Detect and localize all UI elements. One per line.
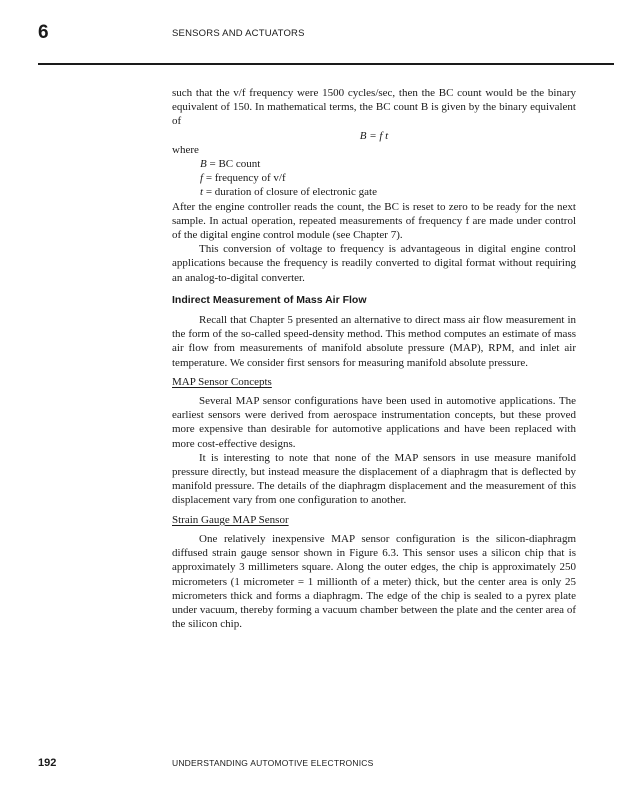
variable-definition (200, 171, 576, 185)
equation: B = f t (359, 129, 389, 142)
header-rule (38, 63, 614, 65)
where-label: where (172, 143, 199, 156)
paragraph-strain-gauge: One relatively inexpensive MAP sensor configuration is the silicon-diaphragm diffused strain gauge sensor shown in Figure 6.3. This sensor uses a silicon chip that is approximately 3 millimeters square. Along the outer edges, the chip is approximately 250 micrometers (1 micrometer = 1 millionth of a meter) thick, but the center area is only 25 micrometers thick and forms a diaphragm. The edge of the chip is sealed to a pyrex plate under vacuum, thereby forming a vacuum chamber between the plate and the center area of the silicon chip. (172, 532, 576, 631)
variable-symbol: f (200, 172, 204, 185)
variable-meaning: = BC count (206, 158, 261, 171)
paragraph-intro: such that the v/f frequency were 1500 cycles/sec, then the BC count would be the binary equivalent of 150. In mathematical terms, the BC count B is given by the binary equivalent of (172, 87, 576, 128)
variable-symbol: B (200, 158, 207, 171)
running-footer-title: UNDERSTANDING AUTOMOTIVE ELECTRONICS (172, 758, 374, 768)
subsection-heading-strain-gauge: Strain Gauge MAP Sensor (172, 513, 289, 526)
paragraph-interesting: It is interesting to note that none of the MAP sensors in use measure manifold pressure directly, but instead measure the displacement of a diaphragm that is deflected by manifold pressure. The details of the diaphragm displacement and the measurement of this displacement vary from one configuration to another. (172, 451, 576, 507)
variable-definition (200, 185, 576, 199)
paragraph-recall: Recall that Chapter 5 presented an alternative to direct mass air flow measurement in the form of the so-called speed-density method. This method computes an estimate of mass air flow from measurements of manifold absolute pressure (MAP), RPM, and inlet air temperature. We consider first sensors for measuring manifold absolute pressure. (172, 314, 576, 369)
paragraph-after-count: After the engine controller reads the count, the BC is reset to zero to be ready for the next sample. In actual operation, repeated measurements of frequency f are made under control of the digital engine control module (see Chapter 7). (172, 200, 576, 242)
page-body (172, 86, 576, 631)
variable-symbol: t (200, 186, 204, 199)
page-number: 192 (38, 757, 57, 769)
variable-meaning: = duration of closure of electronic gate (203, 186, 377, 199)
variable-definition (200, 157, 576, 171)
paragraph-several-map: Several MAP sensor configurations have been used in automotive applications. The earliest sensors were derived from aerospace instrumentation concepts, but these proved more expensive than desirable for automotive applications and have been replaced with more cost-effective designs. (172, 395, 576, 450)
paragraph-conversion: This conversion of voltage to frequency is advantageous in digital engine control applications because the frequency is readily converted to digital format without requiring an analog-to-digital converter. (172, 243, 576, 284)
chapter-number: 6 (38, 22, 49, 43)
running-header-title: SENSORS AND ACTUATORS (172, 28, 305, 39)
variable-meaning: = frequency of v/f (203, 172, 286, 185)
subsection-heading-map-sensor-concepts: MAP Sensor Concepts (172, 375, 272, 388)
section-heading-indirect-mass-air-flow: Indirect Measurement of Mass Air Flow (172, 293, 367, 306)
